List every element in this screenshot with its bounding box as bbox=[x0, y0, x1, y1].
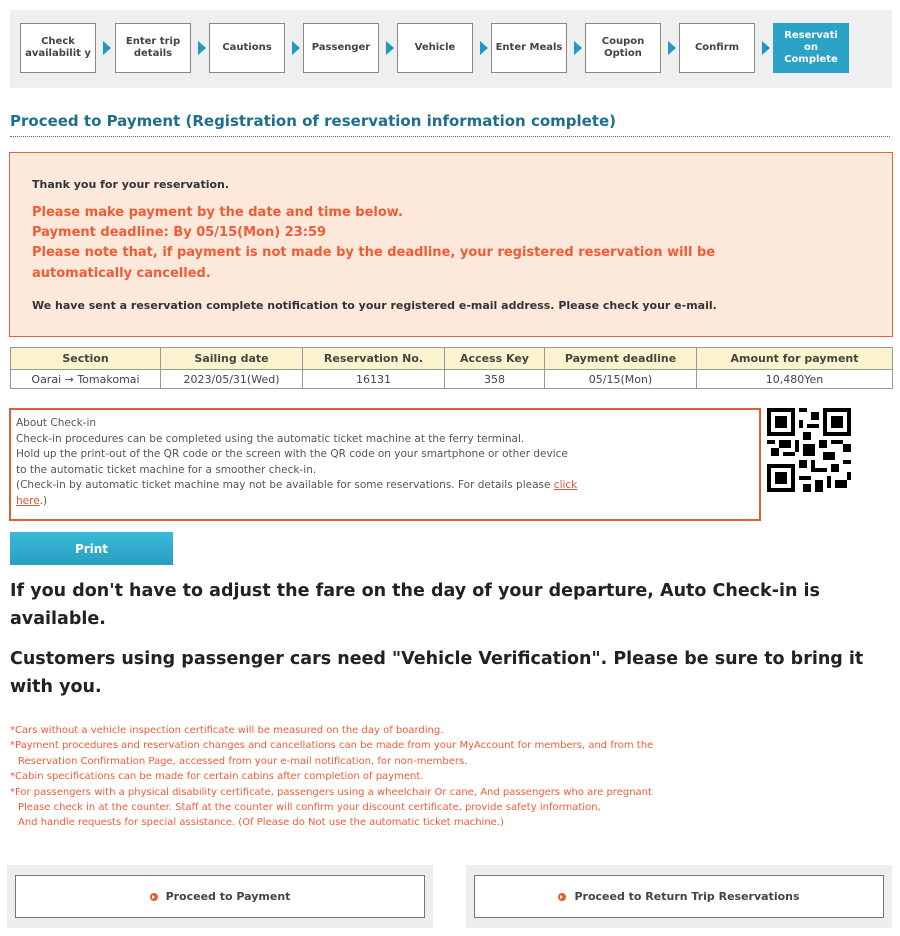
note-item: *Payment procedures and reservation changes and cancellations can be made from your MyAccount for members, and from the bbox=[10, 740, 654, 752]
step-arrow-icon bbox=[762, 41, 770, 55]
step-arrow-icon bbox=[386, 41, 394, 55]
auto-checkin-text: If you don't have to adjust the fare on the day of your departure, Auto Check-in is available. bbox=[10, 581, 820, 629]
note-item: Reservation Confirmation Page, accessed from your e-mail notification, for non-members. bbox=[18, 755, 468, 767]
payment-instruction: Please make payment by the date and time below. bbox=[32, 205, 403, 220]
arrow-circle-icon bbox=[150, 893, 158, 901]
step-arrow-icon bbox=[668, 41, 676, 55]
step-cautions: Cautions bbox=[209, 23, 285, 73]
table-row bbox=[11, 370, 893, 389]
checkin-note-text: (Check-in by automatic ticket machine may not be available for some reservations. For details please bbox=[16, 479, 554, 491]
qr-code-icon bbox=[767, 408, 851, 492]
payment-notice bbox=[9, 152, 893, 337]
note-item: Please check in at the counter. Staff at the counter will confirm your discount certificate, provide safety information, bbox=[18, 802, 601, 814]
arrow-circle-icon bbox=[558, 893, 566, 901]
step-enter-meals: Enter Meals bbox=[491, 23, 567, 73]
checkin-line: Check-in procedures can be completed using the automatic ticket machine at the ferry terminal. bbox=[16, 432, 525, 445]
click-here-link[interactable]: click bbox=[553, 479, 578, 491]
cancellation-warning: Please note that, if payment is not made by the deadline, your registered reservation will be bbox=[32, 245, 716, 260]
reservation-table bbox=[10, 347, 893, 389]
return-trip-button-wrap bbox=[466, 865, 892, 928]
col-amount: Amount for payment bbox=[697, 348, 893, 370]
checkin-title: About Check-in bbox=[16, 417, 97, 429]
col-payment-deadline: Payment deadline bbox=[545, 348, 697, 370]
proceed-to-payment-button[interactable] bbox=[15, 875, 425, 918]
cell-section: Oarai → Tomakomai bbox=[11, 370, 161, 389]
step-reservation-complete: Reservati on Complete bbox=[773, 23, 849, 73]
checkin-line: to the automatic ticket machine for a smoother check-in. bbox=[16, 463, 317, 476]
checkin-note bbox=[16, 478, 754, 494]
step-arrow-icon bbox=[103, 41, 111, 55]
col-reservation-no: Reservation No. bbox=[303, 348, 445, 370]
cell-access-key: 358 bbox=[445, 370, 545, 389]
payment-button-wrap bbox=[7, 865, 433, 928]
print-button[interactable]: Print bbox=[10, 532, 173, 565]
step-check-availability: Check availabilit y bbox=[20, 23, 96, 73]
step-enter-trip-details: Enter trip details bbox=[115, 23, 191, 73]
return-trip-label: Proceed to Return Trip Reservations bbox=[574, 890, 800, 903]
step-arrow-icon bbox=[574, 41, 582, 55]
step-vehicle: Vehicle bbox=[397, 23, 473, 73]
step-arrow-icon bbox=[480, 41, 488, 55]
table-header-row bbox=[11, 348, 893, 370]
payment-deadline-text: Payment deadline: By 05/15(Mon) 23:59 bbox=[32, 225, 327, 240]
checkin-note-end bbox=[16, 494, 754, 510]
email-sent-text: We have sent a reservation complete notification to your registered e-mail address. Please check your e-mail. bbox=[32, 299, 717, 312]
return-trip-button[interactable] bbox=[474, 875, 884, 918]
notes-list bbox=[10, 723, 895, 831]
vehicle-verification-text: Customers using passenger cars need "Vehicle Verification". Please be sure to bring it with you. bbox=[10, 649, 864, 697]
step-passenger: Passenger bbox=[303, 23, 379, 73]
cell-amount: 10,480Yen bbox=[697, 370, 893, 389]
step-coupon-option: Coupon Option bbox=[585, 23, 661, 73]
proceed-to-payment-label: Proceed to Payment bbox=[165, 890, 291, 903]
progress-steps bbox=[10, 10, 892, 88]
step-arrow-icon bbox=[198, 41, 206, 55]
step-arrow-icon bbox=[292, 41, 300, 55]
click-here-link-cont[interactable]: here bbox=[16, 494, 40, 507]
checkin-note-tail: .) bbox=[39, 494, 48, 507]
note-item: *Cars without a vehicle inspection certificate will be measured on the day of boarding. bbox=[10, 725, 444, 736]
col-sailing-date: Sailing date bbox=[161, 348, 303, 370]
step-confirm: Confirm bbox=[679, 23, 755, 73]
thanks-text: Thank you for your reservation. bbox=[32, 178, 230, 191]
checkin-line: Hold up the print-out of the QR code or the screen with the QR code on your smartphone or other device bbox=[16, 448, 568, 460]
note-item: *Cabin specifications can be made for certain cabins after completion of payment. bbox=[10, 771, 424, 783]
col-section: Section bbox=[11, 348, 161, 370]
cancellation-warning-cont: automatically cancelled. bbox=[32, 266, 211, 281]
cell-reservation-no: 16131 bbox=[303, 370, 445, 389]
page-title: Proceed to Payment (Registration of reservation information complete) bbox=[10, 112, 890, 137]
note-item: *For passengers with a physical disability certificate, passengers using a wheelchair Or cane, And passengers who are pregnant bbox=[10, 786, 652, 798]
cell-payment-deadline: 05/15(Mon) bbox=[545, 370, 697, 389]
note-item: And handle requests for special assistance. (Of Please do Not use the automatic ticket machine.) bbox=[18, 817, 504, 829]
checkin-info-box bbox=[9, 408, 761, 521]
cell-sailing-date: 2023/05/31(Wed) bbox=[161, 370, 303, 389]
col-access-key: Access Key bbox=[445, 348, 545, 370]
